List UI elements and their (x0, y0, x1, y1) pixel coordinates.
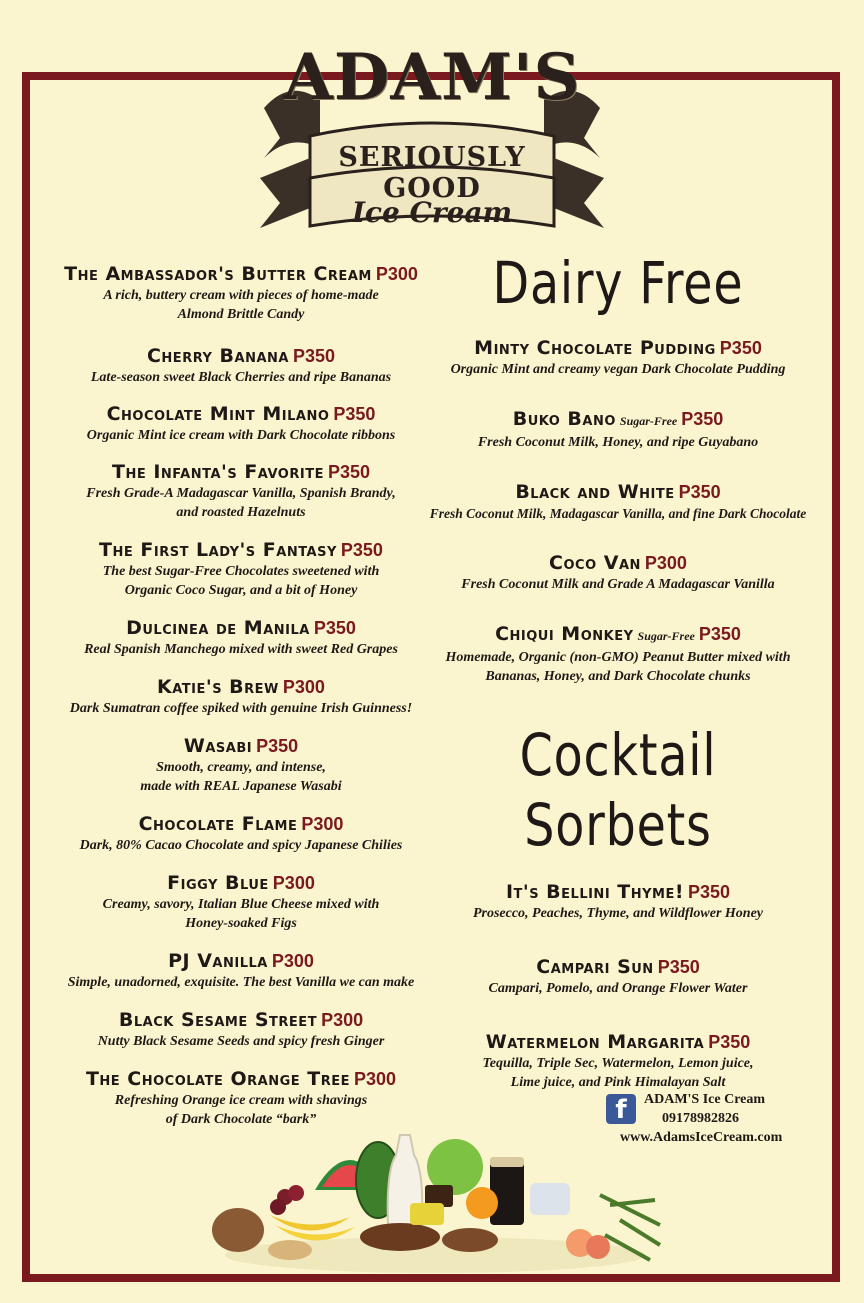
item-note: Sugar-Free (637, 629, 695, 643)
item-description: Real Spanish Manchego mixed with sweet Red Grapes (84, 642, 398, 657)
item-price: P350 (327, 462, 370, 482)
item-name: Buko Bano (512, 408, 616, 430)
menu-item (36, 344, 446, 387)
menu-item (36, 949, 446, 992)
menu-item (412, 407, 824, 452)
item-description: Organic Coco Sugar, and a bit of Honey (124, 583, 358, 598)
item-description: Homemade, Organic (non-GMO) Peanut Butter mixed with (445, 650, 791, 665)
item-price: P350 (292, 346, 335, 366)
item-description: Almond Brittle Candy (177, 307, 305, 322)
item-name: Cherry Banana (146, 345, 289, 367)
menu-item (36, 538, 446, 600)
menu-item (412, 551, 824, 594)
ice-cream-list (36, 262, 446, 1129)
item-description: Creamy, savory, Italian Blue Cheese mixed with (102, 897, 380, 912)
item-price: P350 (698, 624, 741, 644)
menu-item (36, 1008, 446, 1051)
item-price: P350 (256, 736, 299, 756)
item-description: Smooth, creamy, and intense, (156, 760, 326, 775)
item-price: P300 (375, 264, 418, 284)
item-name: The Chocolate Orange Tree (85, 1068, 350, 1090)
item-description: Fresh Coconut Milk, Madagascar Vanilla, and fine Dark Chocolate (429, 506, 807, 521)
item-description: The best Sugar-Free Chocolates sweetened with (102, 564, 380, 579)
item-description: Dark Sumatran coffee spiked with genuine Irish Guinness! (69, 701, 413, 716)
item-price: P350 (688, 882, 731, 902)
contact-website[interactable]: www.AdamsIceCream.com (620, 1130, 783, 1145)
item-price: P300 (282, 677, 325, 697)
item-description: Nutty Black Sesame Seeds and spicy fresh Ginger (97, 1034, 385, 1049)
item-description: Organic Mint ice cream with Dark Chocolate ribbons (86, 428, 396, 443)
menu-item (36, 1067, 446, 1129)
item-description: Organic Mint and creamy vegan Dark Chocolate Pudding (450, 362, 786, 377)
menu-item (412, 622, 824, 686)
item-description: made with REAL Japanese Wasabi (140, 779, 342, 794)
menu-item (412, 955, 824, 998)
item-description: Fresh Coconut Milk and Grade A Madagascar Vanilla (461, 577, 775, 592)
contact-phone: 09178982826 (662, 1111, 739, 1126)
item-price: P350 (333, 404, 376, 424)
specialty-list (412, 248, 824, 1092)
item-description: Bananas, Honey, and Dark Chocolate chunks (485, 669, 751, 684)
item-description: Dark, 80% Cacao Chocolate and spicy Japanese Chilies (79, 838, 403, 853)
item-price: P350 (678, 482, 721, 502)
menu-item (412, 480, 824, 523)
item-name: Katie's Brew (157, 676, 279, 698)
item-name: Minty Chocolate Pudding (474, 337, 716, 359)
item-description: of Dark Chocolate “bark” (165, 1112, 317, 1127)
item-description: Honey-soaked Figs (185, 916, 297, 931)
item-price: P300 (271, 951, 314, 971)
item-name: The Ambassador's Butter Cream (64, 263, 372, 285)
item-price: P300 (353, 1069, 397, 1089)
fruit-ingredients-illustration (200, 1125, 670, 1275)
item-price: P350 (657, 957, 700, 977)
menu-item (36, 734, 446, 796)
item-description: and roasted Hazelnuts (176, 505, 306, 520)
brand-product: Ice Cream (351, 196, 513, 229)
item-description: Tequilla, Triple Sec, Watermelon, Lemon juice, (482, 1056, 754, 1071)
item-price: P350 (681, 409, 724, 429)
facebook-icon[interactable]: f (606, 1094, 636, 1124)
item-name: Chiqui Monkey (495, 623, 634, 645)
brand-logo (250, 38, 614, 238)
item-price: P300 (301, 814, 344, 834)
item-name: The Infanta's Favorite (111, 461, 324, 483)
item-description: Refreshing Orange ice cream with shavings (114, 1093, 368, 1108)
item-description: A rich, buttery cream with pieces of home-made (103, 288, 379, 303)
item-price: P350 (313, 618, 356, 638)
item-price: P350 (708, 1032, 751, 1052)
item-name: Figgy Blue (167, 872, 269, 894)
brand-tagline: SERIOUSLY GOOD (338, 142, 526, 204)
section-title-cocktail-sorbets: Cocktail Sorbets (519, 721, 717, 859)
item-description: Lime juice, and Pink Himalayan Salt (510, 1075, 726, 1090)
menu-item (36, 616, 446, 659)
item-price: P350 (719, 338, 762, 358)
menu-item (412, 880, 824, 923)
item-description: Campari, Pomelo, and Orange Flower Water (488, 981, 748, 996)
item-description: Fresh Coconut Milk, Honey, and ripe Guyabano (477, 435, 759, 450)
item-name: Watermelon Margarita (485, 1031, 705, 1053)
menu-item (36, 402, 446, 445)
item-name: Black Sesame Street (118, 1009, 318, 1031)
item-description: Simple, unadorned, exquisite. The best Vanilla we can make (67, 975, 415, 990)
item-price: P300 (321, 1010, 364, 1030)
item-name: Campari Sun (536, 956, 654, 978)
item-name: Chocolate Mint Milano (106, 403, 330, 425)
menu-item (36, 812, 446, 855)
item-name: Coco Van (549, 552, 641, 574)
item-name: It's Bellini Thyme! (505, 881, 685, 903)
menu-item (36, 460, 446, 522)
menu-item (36, 262, 446, 324)
item-price: P300 (644, 553, 687, 573)
brand-name: ADAM'S (283, 40, 581, 115)
item-name: Wasabi (183, 735, 253, 757)
menu-item (36, 871, 446, 933)
item-name: Black and White (515, 481, 675, 503)
menu-item (36, 675, 446, 718)
item-name: Chocolate Flame (138, 813, 298, 835)
item-description: Late-season sweet Black Cherries and ripe Bananas (90, 370, 392, 385)
item-description: Prosecco, Peaches, Thyme, and Wildflower Honey (472, 906, 764, 921)
item-price: P300 (272, 873, 315, 893)
contact-name: ADAM'S Ice Cream (644, 1092, 766, 1107)
item-name: PJ Vanilla (168, 950, 268, 972)
item-name: Dulcinea de Manila (126, 617, 310, 639)
item-description: Fresh Grade-A Madagascar Vanilla, Spanish Brandy, (86, 486, 396, 501)
section-title-dairy-free: Dairy Free (492, 249, 744, 317)
item-name: The First Lady's Fantasy (99, 539, 337, 561)
menu-item (412, 336, 824, 379)
menu-item (412, 1030, 824, 1092)
item-note: Sugar-Free (619, 414, 678, 428)
item-price: P350 (340, 540, 383, 560)
